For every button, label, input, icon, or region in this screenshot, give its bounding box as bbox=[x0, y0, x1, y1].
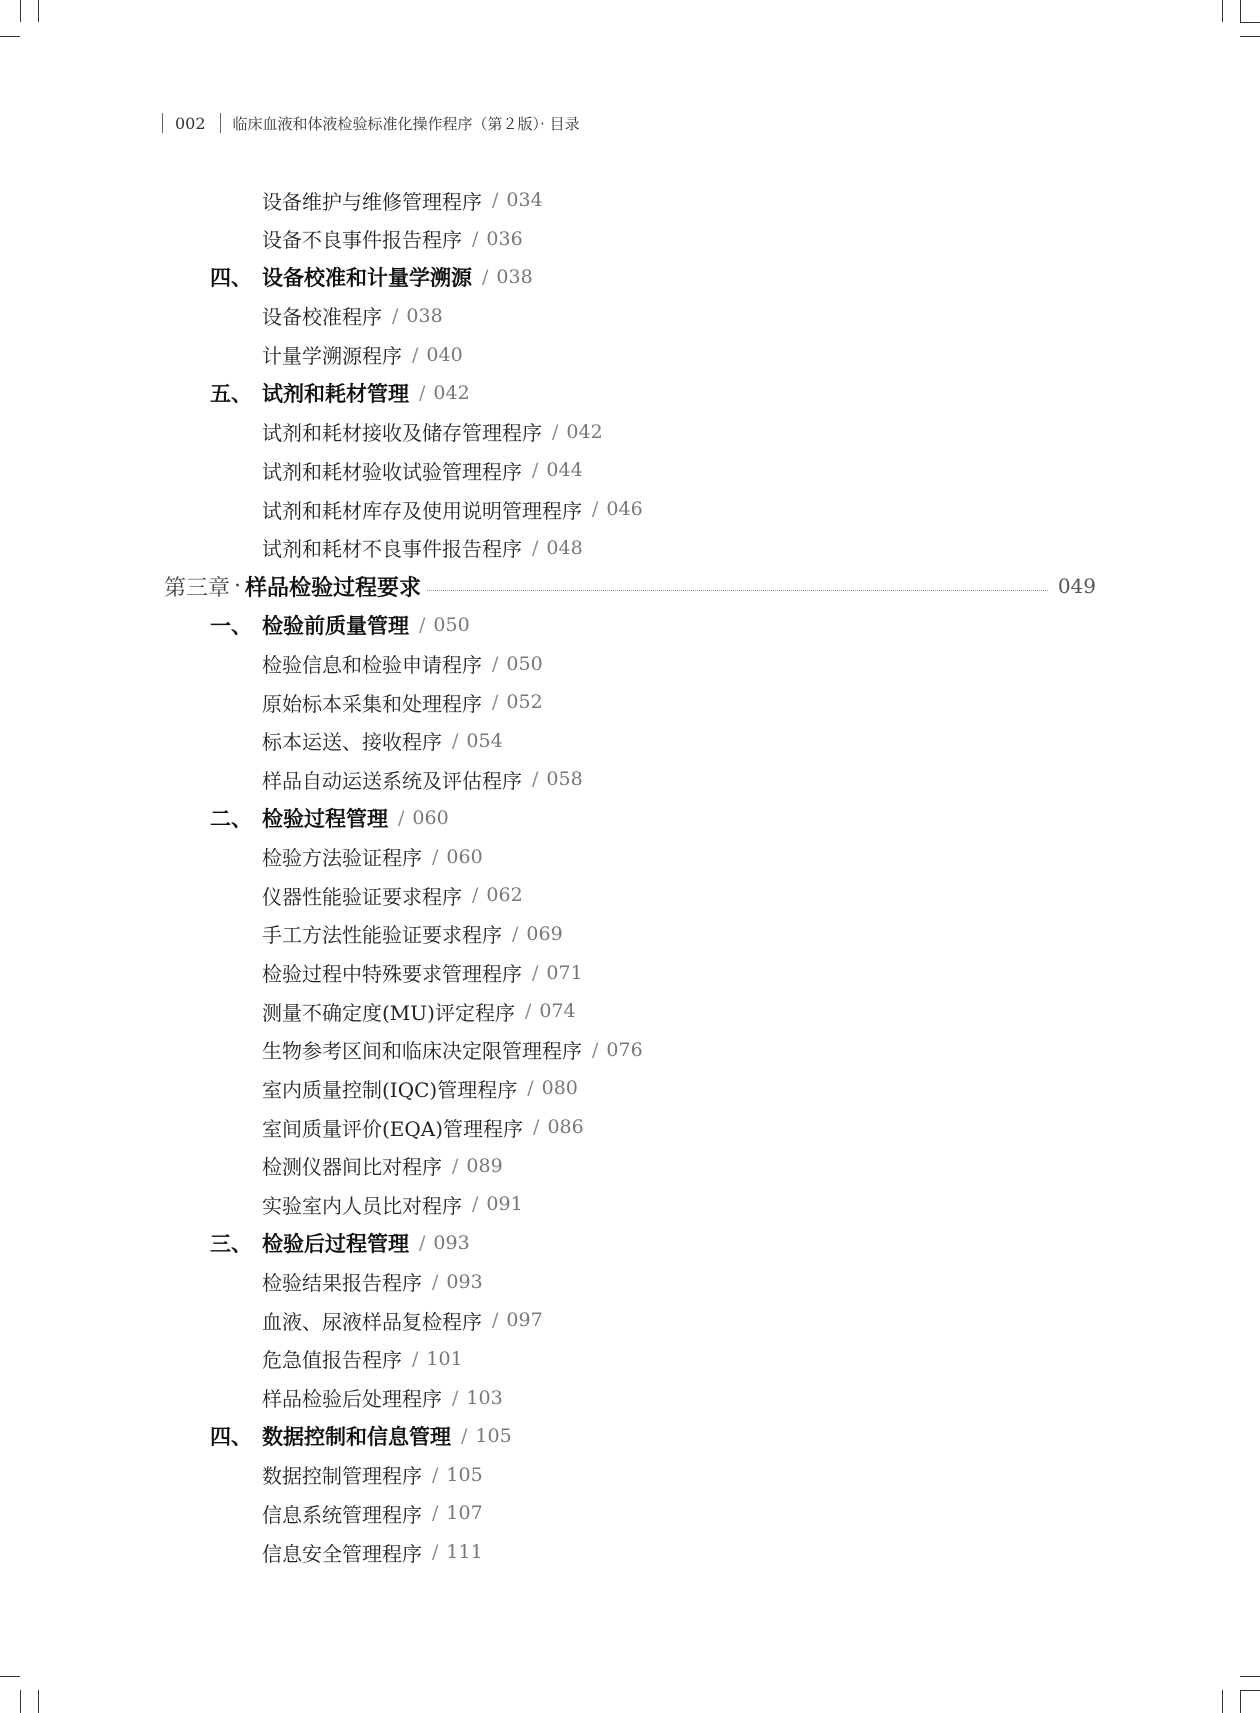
item-title: 设备维护与维修管理程序 bbox=[262, 189, 482, 214]
toc-item[interactable] bbox=[262, 455, 583, 485]
section-title: 检验前质量管理 bbox=[262, 613, 409, 638]
item-page: 107 bbox=[446, 1502, 483, 1525]
item-title: 设备不良事件报告程序 bbox=[262, 228, 462, 253]
crop-mark bbox=[1222, 0, 1223, 22]
page-separator: / bbox=[527, 1077, 534, 1100]
toc-item[interactable] bbox=[262, 417, 603, 447]
page-separator: / bbox=[452, 729, 459, 752]
toc-section[interactable] bbox=[210, 803, 449, 833]
page-separator: / bbox=[552, 420, 559, 443]
page-separator: / bbox=[492, 189, 499, 211]
page-separator: / bbox=[532, 459, 539, 482]
item-title: 实验室内人员比对程序 bbox=[262, 1193, 462, 1218]
page-separator: / bbox=[432, 845, 439, 868]
toc-item[interactable] bbox=[262, 340, 463, 370]
toc-item[interactable] bbox=[262, 919, 563, 949]
page-separator: / bbox=[592, 1038, 599, 1061]
header-divider bbox=[162, 113, 163, 133]
toc-item[interactable] bbox=[262, 764, 583, 794]
page-separator: / bbox=[592, 498, 599, 521]
section-page: 050 bbox=[433, 613, 470, 636]
toc-item[interactable] bbox=[262, 301, 443, 331]
page-number: 002 bbox=[175, 113, 206, 133]
section-page: 038 bbox=[496, 266, 533, 289]
toc-item[interactable] bbox=[262, 1267, 483, 1297]
toc-item[interactable] bbox=[262, 1112, 584, 1142]
crop-mark bbox=[20, 1690, 21, 1713]
toc-item[interactable] bbox=[262, 533, 583, 563]
page-separator: / bbox=[432, 1270, 439, 1293]
page-separator: / bbox=[432, 1463, 439, 1486]
page-separator: / bbox=[492, 1309, 499, 1332]
item-page: 054 bbox=[466, 729, 503, 752]
page-separator: / bbox=[524, 1000, 532, 1023]
crop-mark bbox=[1240, 0, 1241, 22]
item-title: 试剂和耗材验收试验管理程序 bbox=[262, 459, 522, 484]
section-number: 四、 bbox=[210, 1425, 252, 1450]
section-page: 093 bbox=[433, 1232, 470, 1254]
item-page: 105 bbox=[446, 1463, 483, 1486]
item-page: 046 bbox=[606, 498, 643, 521]
item-title: 信息系统管理程序 bbox=[262, 1502, 422, 1527]
toc-item[interactable] bbox=[262, 1151, 503, 1181]
item-title: 检验结果报告程序 bbox=[262, 1271, 422, 1296]
toc-chapter[interactable] bbox=[164, 571, 1096, 601]
chapter-page: 049 bbox=[1057, 574, 1096, 599]
toc-section[interactable] bbox=[210, 610, 470, 640]
page-separator: / bbox=[472, 884, 479, 907]
item-title: 设备校准程序 bbox=[262, 305, 382, 330]
section-page: 060 bbox=[412, 807, 449, 830]
crop-mark bbox=[0, 36, 20, 37]
toc-item[interactable] bbox=[262, 649, 543, 679]
chapter-label: 第三章 bbox=[164, 575, 231, 601]
dot-leader bbox=[427, 589, 1048, 591]
toc-item[interactable] bbox=[262, 1073, 578, 1103]
toc-item[interactable] bbox=[262, 494, 643, 524]
item-title: 检验过程中特殊要求管理程序 bbox=[262, 962, 522, 987]
page-separator: / bbox=[412, 343, 419, 366]
item-title: 危急值报告程序 bbox=[262, 1348, 402, 1373]
item-title: 测量不确定度(MU)评定程序 bbox=[262, 1000, 515, 1025]
page-separator: / bbox=[492, 652, 499, 675]
item-title: 手工方法性能验证要求程序 bbox=[262, 923, 502, 948]
item-title: 信息安全管理程序 bbox=[262, 1541, 422, 1566]
toc-item[interactable] bbox=[262, 1383, 503, 1413]
toc-item[interactable] bbox=[262, 726, 503, 756]
item-title: 试剂和耗材不良事件报告程序 bbox=[262, 537, 522, 562]
item-title: 检验信息和检验申请程序 bbox=[262, 653, 482, 678]
page-separator: / bbox=[472, 227, 479, 250]
page-separator: / bbox=[512, 922, 519, 945]
page-separator: / bbox=[392, 304, 399, 327]
crop-mark bbox=[1240, 1690, 1260, 1691]
item-page: 076 bbox=[606, 1038, 643, 1061]
toc-section[interactable] bbox=[210, 262, 533, 292]
section-page: 105 bbox=[475, 1425, 512, 1448]
item-title: 血液、尿液样品复检程序 bbox=[262, 1309, 482, 1334]
toc-item[interactable] bbox=[262, 1498, 483, 1528]
toc-item[interactable] bbox=[262, 958, 583, 988]
item-title: 室内质量控制(IQC)管理程序 bbox=[262, 1077, 518, 1102]
section-page: 042 bbox=[433, 382, 470, 405]
page-separator: / bbox=[452, 1386, 459, 1409]
page-separator: / bbox=[532, 536, 539, 559]
item-title: 检测仪器间比对程序 bbox=[262, 1155, 442, 1180]
item-title: 生物参考区间和临床决定限管理程序 bbox=[262, 1039, 582, 1064]
crop-mark bbox=[1222, 1690, 1223, 1713]
page-separator: / bbox=[419, 613, 426, 636]
item-title: 检验方法验证程序 bbox=[262, 846, 422, 871]
item-page: 097 bbox=[506, 1309, 543, 1332]
item-page: 038 bbox=[406, 304, 443, 327]
item-page: 074 bbox=[539, 1000, 576, 1023]
item-page: 036 bbox=[486, 227, 523, 250]
section-title: 设备校准和计量学溯源 bbox=[262, 266, 472, 291]
section-title: 试剂和耗材管理 bbox=[262, 382, 409, 407]
item-title: 样品检验后处理程序 bbox=[262, 1387, 442, 1412]
item-page: 050 bbox=[506, 652, 543, 675]
crop-mark bbox=[20, 0, 21, 22]
toc-item[interactable] bbox=[262, 1460, 483, 1490]
chapter-dot: · bbox=[234, 573, 242, 599]
item-title: 计量学溯源程序 bbox=[262, 344, 402, 369]
item-page: 060 bbox=[446, 845, 483, 868]
page-separator: / bbox=[419, 1232, 426, 1254]
chapter-title: 样品检验过程要求 bbox=[245, 575, 422, 601]
item-title: 标本运送、接收程序 bbox=[262, 730, 442, 755]
toc-item[interactable] bbox=[262, 880, 523, 910]
item-title: 试剂和耗材库存及使用说明管理程序 bbox=[262, 498, 582, 523]
page-separator: / bbox=[412, 1347, 419, 1370]
toc-item[interactable] bbox=[262, 1344, 463, 1374]
toc-section[interactable] bbox=[210, 1228, 470, 1258]
item-title: 数据控制管理程序 bbox=[262, 1464, 422, 1489]
page-separator: / bbox=[452, 1154, 459, 1177]
toc-item[interactable] bbox=[262, 185, 543, 215]
crop-mark bbox=[1240, 1690, 1241, 1713]
toc-item[interactable] bbox=[262, 842, 483, 872]
section-title: 检验后过程管理 bbox=[262, 1232, 409, 1256]
page-separator: / bbox=[419, 382, 426, 405]
item-page: 048 bbox=[546, 536, 583, 559]
book-title: 临床血液和体液检验标准化操作程序（第２版）· 目录 bbox=[232, 114, 580, 133]
item-page: 052 bbox=[506, 691, 543, 714]
page-separator: / bbox=[532, 768, 539, 791]
item-title: 仪器性能验证要求程序 bbox=[262, 884, 462, 909]
toc-item[interactable] bbox=[262, 1537, 483, 1567]
item-page: 091 bbox=[486, 1193, 523, 1216]
page-separator: / bbox=[432, 1502, 439, 1525]
section-number: 四、 bbox=[210, 266, 252, 291]
toc-item[interactable] bbox=[262, 1189, 523, 1219]
crop-mark bbox=[1240, 36, 1260, 37]
section-number: 五、 bbox=[210, 382, 252, 407]
page-separator: / bbox=[532, 961, 539, 984]
item-page: 062 bbox=[486, 884, 523, 907]
crop-mark bbox=[0, 1676, 20, 1677]
item-page: 058 bbox=[546, 768, 583, 791]
crop-mark bbox=[1240, 1676, 1260, 1677]
crop-mark bbox=[38, 1690, 39, 1713]
item-page: 071 bbox=[546, 961, 583, 984]
item-page: 034 bbox=[506, 189, 543, 211]
page-separator: / bbox=[398, 807, 405, 830]
section-number: 二、 bbox=[210, 807, 252, 832]
crop-mark bbox=[38, 0, 39, 22]
running-header bbox=[162, 112, 580, 134]
toc-item[interactable] bbox=[262, 1305, 543, 1335]
page-separator: / bbox=[533, 1116, 540, 1139]
page-separator: / bbox=[461, 1425, 468, 1448]
page-separator: / bbox=[492, 691, 499, 714]
section-title: 检验过程管理 bbox=[262, 807, 388, 832]
section-title: 数据控制和信息管理 bbox=[262, 1425, 451, 1450]
item-page: 093 bbox=[446, 1270, 483, 1293]
toc-item[interactable] bbox=[262, 687, 543, 717]
item-page: 086 bbox=[547, 1116, 584, 1139]
toc-item[interactable] bbox=[262, 224, 523, 254]
page-separator: / bbox=[482, 266, 489, 289]
toc-section[interactable] bbox=[210, 378, 470, 408]
item-page: 069 bbox=[526, 922, 563, 945]
header-divider bbox=[220, 113, 221, 133]
item-title: 试剂和耗材接收及储存管理程序 bbox=[262, 421, 542, 446]
item-page: 044 bbox=[546, 459, 583, 482]
crop-mark bbox=[1240, 22, 1260, 23]
toc-item[interactable] bbox=[262, 996, 576, 1026]
item-page: 111 bbox=[446, 1541, 483, 1564]
item-page: 101 bbox=[426, 1347, 463, 1370]
item-page: 042 bbox=[566, 420, 603, 443]
item-page: 089 bbox=[466, 1154, 503, 1177]
toc-item[interactable] bbox=[262, 1035, 643, 1065]
section-number: 三、 bbox=[210, 1232, 252, 1256]
item-title: 原始标本采集和处理程序 bbox=[262, 691, 482, 716]
item-title: 室间质量评价(EQA)管理程序 bbox=[262, 1116, 524, 1141]
section-number: 一、 bbox=[210, 613, 252, 638]
toc-section[interactable] bbox=[210, 1421, 512, 1451]
item-page: 040 bbox=[426, 343, 463, 366]
item-title: 样品自动运送系统及评估程序 bbox=[262, 768, 522, 793]
item-page: 080 bbox=[541, 1077, 578, 1100]
item-page: 103 bbox=[466, 1386, 503, 1409]
page-separator: / bbox=[432, 1541, 439, 1564]
page-separator: / bbox=[472, 1193, 479, 1216]
